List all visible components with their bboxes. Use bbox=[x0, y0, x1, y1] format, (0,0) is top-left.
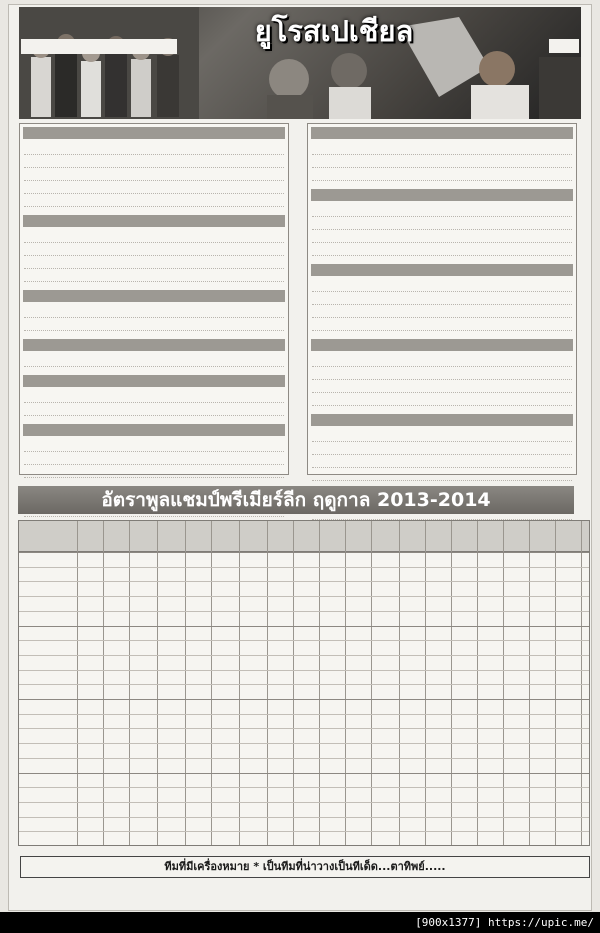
fixture-heading-bar bbox=[311, 264, 573, 276]
fixture-row bbox=[24, 269, 284, 282]
fixture-row bbox=[312, 354, 572, 367]
odds-row-line bbox=[19, 596, 589, 597]
odds-column-divider bbox=[399, 521, 400, 845]
fixture-row bbox=[24, 194, 284, 207]
fixture-row bbox=[312, 367, 572, 380]
fixture-row bbox=[24, 403, 284, 416]
fixture-heading-bar bbox=[311, 127, 573, 139]
odds-column-divider bbox=[581, 521, 582, 845]
fixture-heading-bar bbox=[23, 215, 285, 227]
footer-note: ทีมที่มีเครื่องหมาย * เป็นทีมที่น่าวางเป็นทีเด็ด...ตาทิพย์..... bbox=[164, 860, 446, 873]
fixture-row bbox=[24, 354, 284, 367]
odds-row-line bbox=[19, 640, 589, 641]
fixture-row bbox=[312, 217, 572, 230]
fixture-row bbox=[312, 168, 572, 181]
odds-row-line bbox=[19, 611, 589, 612]
odds-column-divider bbox=[319, 521, 320, 845]
fixture-row bbox=[24, 390, 284, 403]
banner-photo bbox=[19, 7, 581, 119]
odds-row-line bbox=[19, 802, 589, 803]
headline: ยูโรสเปเชียล bbox=[254, 14, 414, 48]
fixture-row bbox=[312, 318, 572, 331]
odds-row-line bbox=[19, 626, 589, 627]
odds-column-divider bbox=[293, 521, 294, 845]
odds-row-line bbox=[19, 567, 589, 568]
odds-row-line bbox=[19, 817, 589, 818]
fixture-row bbox=[312, 155, 572, 168]
watermark: [900x1377] https://upic.me/ bbox=[415, 916, 594, 929]
fixture-row bbox=[24, 465, 284, 478]
odds-column-divider bbox=[555, 521, 556, 845]
fixture-heading-bar bbox=[23, 339, 285, 351]
odds-row-line bbox=[19, 684, 589, 685]
page-number bbox=[549, 39, 579, 53]
odds-column-divider bbox=[503, 521, 504, 845]
odds-table bbox=[18, 520, 590, 846]
fixture-row bbox=[312, 230, 572, 243]
fixture-heading-bar bbox=[23, 424, 285, 436]
fixture-row bbox=[24, 452, 284, 465]
fixture-row bbox=[312, 204, 572, 217]
odds-row-line bbox=[19, 728, 589, 729]
fixture-row bbox=[312, 429, 572, 442]
odds-row-line bbox=[19, 787, 589, 788]
fixture-row bbox=[24, 181, 284, 194]
fixture-row bbox=[24, 243, 284, 256]
fixtures-left bbox=[19, 123, 289, 475]
fixture-row bbox=[312, 393, 572, 406]
fixture-row bbox=[312, 292, 572, 305]
fixture-row bbox=[24, 168, 284, 181]
odds-column-divider bbox=[129, 521, 130, 845]
odds-column-divider bbox=[529, 521, 530, 845]
odds-column-divider bbox=[77, 521, 78, 845]
fixture-row bbox=[24, 155, 284, 168]
fixture-row bbox=[312, 142, 572, 155]
fixture-heading-bar bbox=[311, 189, 573, 201]
odds-row-line bbox=[19, 581, 589, 582]
fixture-row bbox=[312, 380, 572, 393]
fixture-row bbox=[24, 230, 284, 243]
fixture-heading-bar bbox=[23, 375, 285, 387]
fixture-row bbox=[312, 442, 572, 455]
odds-section-title: อัตราพูลแชมป์พรีเมียร์ลีก ฤดูกาล 2013-2014 bbox=[101, 489, 491, 511]
odds-column-divider bbox=[185, 521, 186, 845]
odds-column-divider bbox=[477, 521, 478, 845]
odds-column-divider bbox=[267, 521, 268, 845]
odds-column-divider bbox=[345, 521, 346, 845]
odds-row-line bbox=[19, 758, 589, 759]
odds-column-divider bbox=[451, 521, 452, 845]
fixture-heading-bar bbox=[23, 127, 285, 139]
date-strip bbox=[21, 39, 177, 54]
odds-row-line bbox=[19, 655, 589, 656]
fixture-heading-bar bbox=[311, 339, 573, 351]
fixture-row bbox=[24, 318, 284, 331]
odds-row-line bbox=[19, 831, 589, 832]
odds-row-line bbox=[19, 743, 589, 744]
fixture-row bbox=[24, 142, 284, 155]
fixture-row bbox=[24, 256, 284, 269]
odds-row-line bbox=[19, 670, 589, 671]
odds-row-line bbox=[19, 699, 589, 700]
fixture-row bbox=[24, 439, 284, 452]
fixture-row bbox=[312, 455, 572, 468]
odds-column-divider bbox=[239, 521, 240, 845]
odds-row-line bbox=[19, 773, 589, 774]
odds-column-divider bbox=[371, 521, 372, 845]
odds-row-line bbox=[19, 552, 589, 553]
odds-column-divider bbox=[157, 521, 158, 845]
fixture-row bbox=[24, 305, 284, 318]
fixture-heading-bar bbox=[311, 414, 573, 426]
fixture-row bbox=[312, 243, 572, 256]
fixture-row bbox=[312, 305, 572, 318]
odds-column-divider bbox=[211, 521, 212, 845]
fixture-row bbox=[312, 468, 572, 481]
fixture-row bbox=[312, 279, 572, 292]
odds-row-line bbox=[19, 714, 589, 715]
odds-column-divider bbox=[103, 521, 104, 845]
odds-column-divider bbox=[425, 521, 426, 845]
fixtures-right bbox=[307, 123, 577, 475]
fixture-heading-bar bbox=[23, 290, 285, 302]
